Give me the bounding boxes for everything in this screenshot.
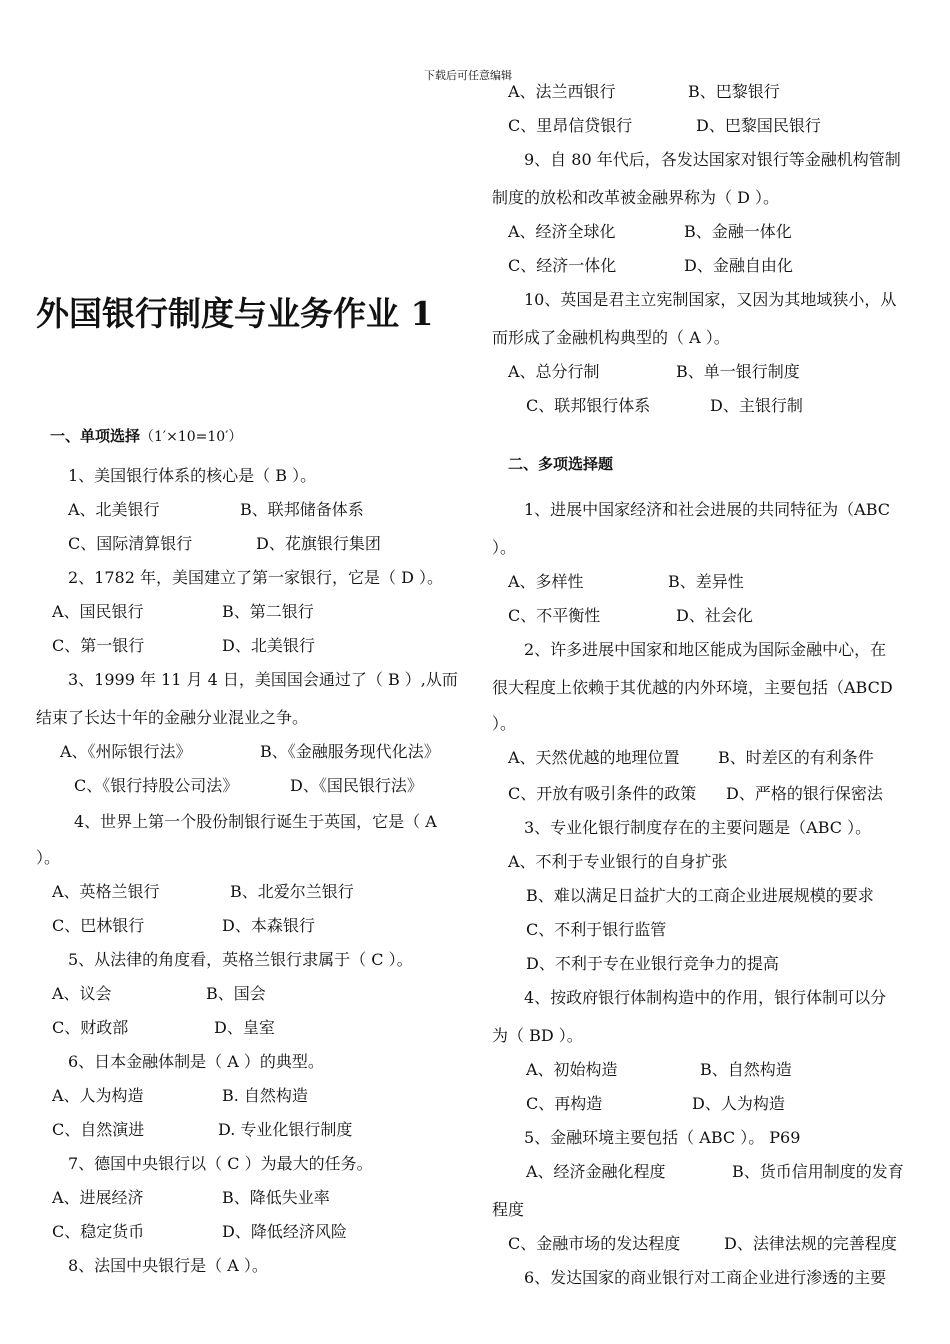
- option-line: A、不利于专业银行的自身扩张: [508, 852, 728, 871]
- question-line: 很大程度上依赖于其优越的内外环境，主要包括（ABCD: [492, 678, 893, 697]
- option-line: B、金融一体化: [684, 222, 792, 241]
- option-line: B、降低失业率: [222, 1188, 330, 1207]
- header-note: 下载后可任意编辑: [424, 69, 512, 82]
- option-line: C、国际清算银行: [68, 534, 193, 553]
- option-line: A、北美银行: [68, 500, 160, 519]
- question-line: 为（ BD ）。: [492, 1026, 583, 1045]
- option-line: D、巴黎国民银行: [696, 116, 821, 135]
- option-line: A、初始构造: [526, 1060, 618, 1079]
- option-line: D、皇室: [214, 1018, 275, 1037]
- option-line: D、不利于专在业银行竞争力的提高: [526, 954, 779, 973]
- option-line: B、第二银行: [222, 602, 314, 621]
- question-line: ）。: [492, 538, 517, 557]
- page-title: 外国银行制度与业务作业 1: [36, 294, 434, 333]
- option-line: B、单一银行制度: [676, 362, 800, 381]
- option-line: D、《国民银行法》: [290, 776, 423, 795]
- question-line: 5、金融环境主要包括（ ABC ）。 P69: [524, 1128, 801, 1147]
- option-line: A、进展经济: [52, 1188, 144, 1207]
- question-line: 1、美国银行体系的核心是（ B ）。: [68, 466, 317, 485]
- option-line: A、国民银行: [52, 602, 144, 621]
- option-line: A、法兰西银行: [508, 82, 616, 101]
- question-line: 6、发达国家的商业银行对工商企业进行渗透的主要: [524, 1268, 887, 1287]
- option-line: A、经济金融化程度: [526, 1162, 666, 1181]
- question-line: ）。: [36, 848, 61, 867]
- question-line: 3、专业化银行制度存在的主要问题是（ABC ）。: [524, 818, 872, 837]
- option-line: A、天然优越的地理位置: [508, 748, 680, 767]
- option-line: C、自然演进: [52, 1120, 145, 1139]
- option-line: B、巴黎银行: [688, 82, 780, 101]
- option-line: C、不利于银行监管: [526, 920, 667, 939]
- option-line: B、联邦储备体系: [240, 500, 364, 519]
- section-score-note: （1′×10=10′）: [140, 429, 243, 445]
- question-line: 2、1782 年，美国建立了第一家银行，它是（ D ）。: [68, 568, 443, 587]
- question-line: 3、1999 年 11 月 4 日，美国国会通过了（ B ）,从而: [68, 670, 458, 689]
- option-line: C、联邦银行体系: [526, 396, 651, 415]
- option-line: B. 自然构造: [222, 1086, 308, 1105]
- question-line: 制度的放松和改革被金融界称为（ D ）。: [492, 188, 780, 207]
- section-heading-multiple-choice: 二、多项选择题: [508, 455, 614, 473]
- option-line: C、第一银行: [52, 636, 145, 655]
- option-line: C、金融市场的发达程度: [508, 1234, 681, 1253]
- question-line: 6、日本金融体制是（ A ）的典型。: [68, 1052, 324, 1071]
- option-line: A、英格兰银行: [52, 882, 160, 901]
- option-line: B、自然构造: [700, 1060, 792, 1079]
- option-line: D、法律法规的完善程度: [724, 1234, 897, 1253]
- question-line: 10、英国是君主立宪制国家，又因为其地域狭小，从: [524, 290, 897, 309]
- option-line: A、《州际银行法》: [60, 742, 192, 761]
- question-line: 而形成了金融机构典型的（ A ）。: [492, 328, 730, 347]
- question-line: 7、德国中央银行以（ C ）为最大的任务。: [68, 1154, 373, 1173]
- option-line: D、本森银行: [222, 916, 315, 935]
- option-line: A、多样性: [508, 572, 584, 591]
- question-line: 1、进展中国家经济和社会进展的共同特征为（ABC: [524, 500, 891, 519]
- option-line: 程度: [492, 1200, 525, 1219]
- option-line: C、财政部: [52, 1018, 129, 1037]
- option-line: C、不平衡性: [508, 606, 601, 625]
- option-line: B、《金融服务现代化法》: [260, 742, 440, 761]
- option-line: B、难以满足日益扩大的工商企业进展规模的要求: [526, 886, 874, 905]
- question-line: ）。: [492, 714, 517, 733]
- question-line: 4、世界上第一个股份制银行诞生于英国，它是（ A: [74, 812, 437, 831]
- option-line: C、里昂信贷银行: [508, 116, 633, 135]
- option-line: B、差异性: [668, 572, 744, 591]
- option-line: D、金融自由化: [684, 256, 793, 275]
- option-line: A、总分行制: [508, 362, 600, 381]
- option-line: B、北爱尔兰银行: [230, 882, 354, 901]
- option-line: D、降低经济风险: [222, 1222, 347, 1241]
- section-heading-label: 一、单项选择: [50, 427, 141, 445]
- section-heading-single-choice: [50, 426, 242, 447]
- option-line: C、《银行持股公司法》: [74, 776, 239, 795]
- option-line: A、人为构造: [52, 1086, 144, 1105]
- option-line: B、国会: [206, 984, 266, 1003]
- question-line: 结束了长达十年的金融分业混业之争。: [36, 708, 309, 727]
- question-line: 8、法国中央银行是（ A ）。: [68, 1256, 268, 1275]
- option-line: C、经济一体化: [508, 256, 617, 275]
- question-line: 5、从法律的角度看，英格兰银行隶属于（ C ）。: [68, 950, 413, 969]
- option-line: C、稳定货币: [52, 1222, 145, 1241]
- option-line: C、巴林银行: [52, 916, 145, 935]
- question-line: 4、按政府银行体制构造中的作用，银行体制可以分: [524, 988, 887, 1007]
- option-line: D、社会化: [676, 606, 753, 625]
- option-line: D、主银行制: [710, 396, 803, 415]
- question-line: 9、自 80 年代后，各发达国家对银行等金融机构管制: [524, 150, 901, 169]
- option-line: A、议会: [52, 984, 112, 1003]
- option-line: D、北美银行: [222, 636, 315, 655]
- option-line: D、花旗银行集团: [256, 534, 381, 553]
- option-line: A、经济全球化: [508, 222, 616, 241]
- option-line: C、开放有吸引条件的政策: [508, 784, 697, 803]
- option-line: B、货币信用制度的发育: [732, 1162, 904, 1181]
- option-line: B、时差区的有利条件: [718, 748, 874, 767]
- option-line: D. 专业化银行制度: [218, 1120, 353, 1139]
- option-line: C、再构造: [526, 1094, 603, 1113]
- option-line: D、人为构造: [692, 1094, 785, 1113]
- option-line: D、严格的银行保密法: [726, 784, 883, 803]
- question-line: 2、许多进展中国家和地区能成为国际金融中心，在: [524, 640, 887, 659]
